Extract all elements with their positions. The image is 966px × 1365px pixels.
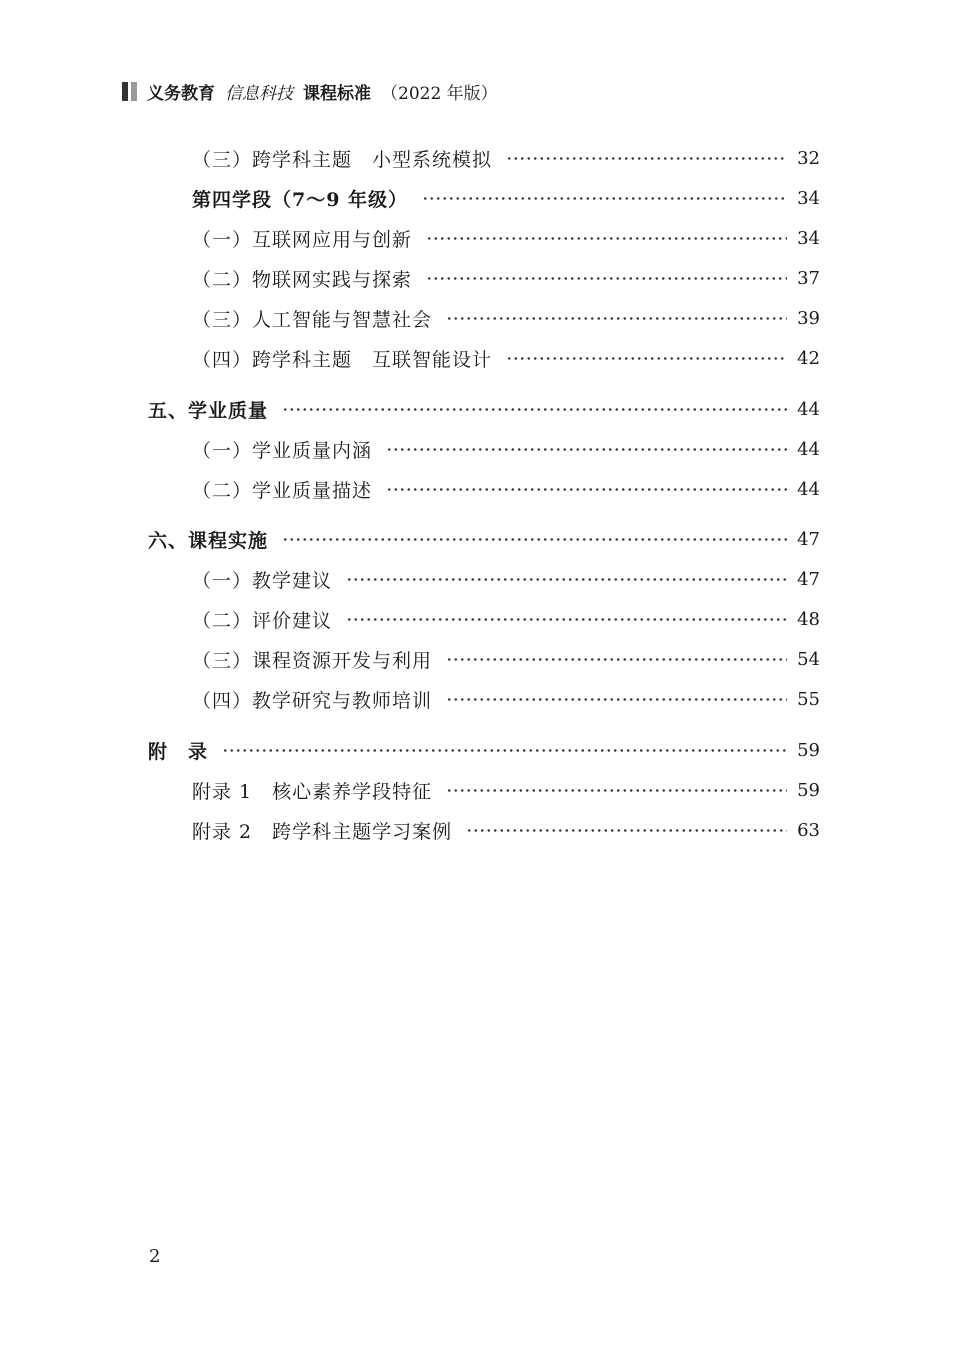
toc-entry-title: （三）人工智能与智慧社会 <box>192 308 433 331</box>
toc-entry-title: （四）跨学科主题 互联智能设计 <box>192 348 493 371</box>
toc-entry[interactable] <box>192 263 820 293</box>
toc-entry-page: 39 <box>797 307 820 329</box>
toc-entry-page: 32 <box>797 147 820 169</box>
toc-entry-title: （二）评价建议 <box>192 609 333 632</box>
toc-entry-page: 44 <box>797 438 820 460</box>
toc-entry-page: 47 <box>797 528 820 550</box>
header-document-title: 课程标准 <box>303 83 371 104</box>
toc-entry-title: （一）互联网应用与创新 <box>192 228 413 251</box>
toc-entry-title: （三）课程资源开发与利用 <box>192 649 433 672</box>
toc-dot-leader <box>446 698 787 701</box>
page-number: 2 <box>149 1246 161 1267</box>
toc-entry-page: 44 <box>797 398 820 420</box>
toc-entry-page: 44 <box>797 478 820 500</box>
toc-entry-page: 55 <box>797 688 820 710</box>
toc-entry[interactable] <box>192 303 820 333</box>
toc-chapter-entry[interactable] <box>148 524 820 554</box>
toc-entry-page: 59 <box>797 739 820 761</box>
toc-dot-leader <box>422 197 787 200</box>
header-bar-mark-icon <box>122 82 137 101</box>
toc-entry-title: （四）教学研究与教师培训 <box>192 689 433 712</box>
header-series-title: 义务教育 <box>147 83 215 104</box>
toc-dot-leader <box>346 618 787 621</box>
toc-entry-title: 附 录 <box>148 740 209 763</box>
toc-dot-leader <box>466 829 787 832</box>
toc-entry-title: 附录 2 跨学科主题学习案例 <box>192 820 453 843</box>
toc-dot-leader <box>426 237 787 240</box>
toc-entry-page: 34 <box>797 227 820 249</box>
toc-dot-leader <box>426 277 787 280</box>
toc-entry-title: （三）跨学科主题 小型系统模拟 <box>192 148 493 171</box>
toc-entry[interactable] <box>192 644 820 674</box>
toc-dot-leader <box>386 448 787 451</box>
toc-entry[interactable] <box>192 684 820 714</box>
toc-dot-leader <box>446 658 787 661</box>
toc-entry-page: 34 <box>797 187 820 209</box>
header-subject-title: 信息科技 <box>225 83 293 104</box>
toc-dot-leader <box>282 408 787 411</box>
toc-chapter-entry[interactable] <box>148 394 820 424</box>
toc-entry-title: （一）教学建议 <box>192 569 333 592</box>
toc-entry-page: 54 <box>797 648 820 670</box>
toc-entry-title: （一）学业质量内涵 <box>192 439 373 462</box>
toc-entry[interactable] <box>192 775 820 805</box>
toc-dot-leader <box>446 317 787 320</box>
toc-dot-leader <box>506 157 787 160</box>
toc-entry[interactable] <box>192 474 820 504</box>
toc-entry-page: 48 <box>797 608 820 630</box>
toc-entry-title: （二）学业质量描述 <box>192 479 373 502</box>
toc-entry-page: 63 <box>797 819 820 841</box>
toc-entry[interactable] <box>192 604 820 634</box>
toc-entry[interactable] <box>192 143 820 173</box>
toc-entry[interactable] <box>192 343 820 373</box>
toc-dot-leader <box>222 749 787 752</box>
toc-dot-leader <box>282 538 787 541</box>
toc-chapter-entry[interactable] <box>148 735 820 765</box>
toc-entry-page: 42 <box>797 347 820 369</box>
toc-entry-title: （二）物联网实践与探索 <box>192 268 413 291</box>
toc-entry[interactable] <box>192 434 820 464</box>
toc-entry[interactable] <box>192 815 820 845</box>
toc-dot-leader <box>446 789 787 792</box>
toc-entry-page: 59 <box>797 779 820 801</box>
toc-dot-leader <box>506 357 787 360</box>
header-edition: （2022 年版） <box>381 83 498 104</box>
running-head <box>122 76 508 106</box>
toc-entry-title: 第四学段（7～9 年级） <box>192 188 409 211</box>
toc-entry-title: 附录 1 核心素养学段特征 <box>192 780 433 803</box>
toc-entry-page: 37 <box>797 267 820 289</box>
toc-entry[interactable] <box>192 564 820 594</box>
toc-entry-title: 六、课程实施 <box>148 529 269 552</box>
toc-dot-leader <box>386 488 787 491</box>
toc-entry[interactable] <box>192 223 820 253</box>
toc-entry-title: 五、学业质量 <box>148 399 269 422</box>
toc-entry[interactable] <box>192 183 820 213</box>
toc-entry-page: 47 <box>797 568 820 590</box>
toc-dot-leader <box>346 578 787 581</box>
